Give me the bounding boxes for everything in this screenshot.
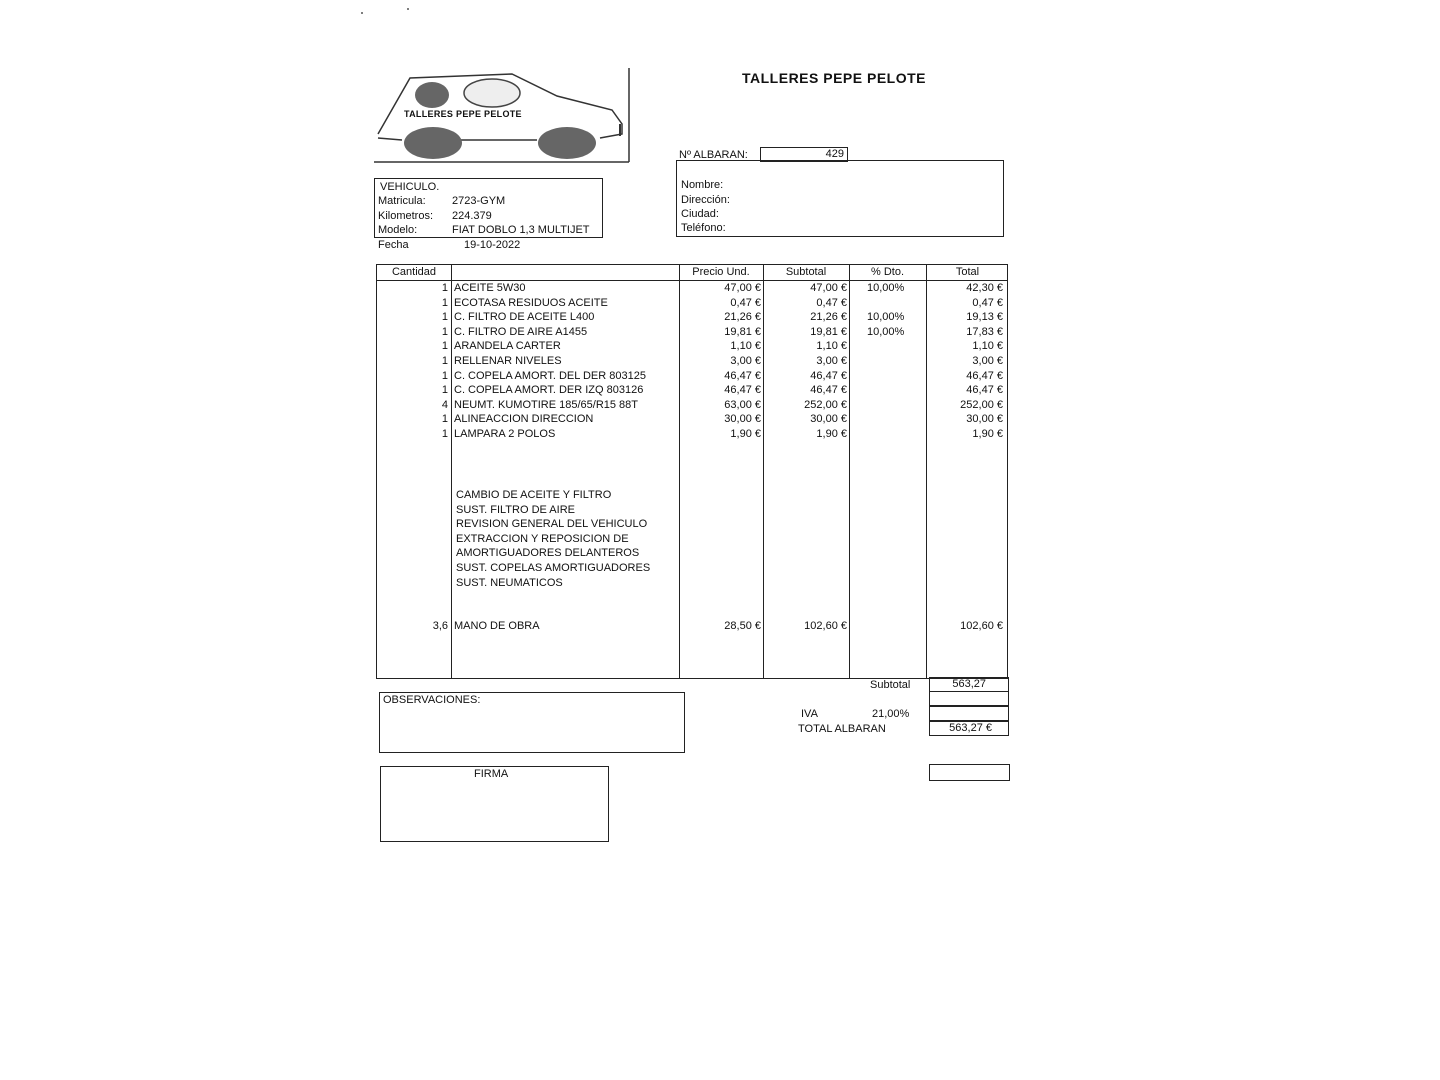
row-qty: 1 — [441, 325, 448, 338]
labor-price: 28,50 € — [724, 620, 761, 632]
vehicle-model-label: Modelo: — [378, 224, 418, 236]
row-description: C. FILTRO DE AIRE A1455 — [454, 325, 588, 338]
row-subtotal: 46,47 € — [810, 369, 847, 382]
vehicle-model: FIAT DOBLO 1,3 MULTIJET — [452, 224, 590, 236]
row-description: C. COPELA AMORT. DER IZQ 803126 — [454, 384, 644, 397]
row-price: 21,26 € — [724, 311, 761, 324]
table-header-rule — [377, 280, 1007, 281]
row-subtotal: 1,90 € — [816, 428, 847, 440]
iva-rate: 21,00% — [872, 708, 910, 720]
work-note: CAMBIO DE ACEITE Y FILTRO — [456, 489, 612, 501]
row-price: 63,00 € — [724, 398, 761, 411]
row-subtotal: 3,00 € — [816, 355, 847, 367]
row-total: 42,30 € — [966, 282, 1003, 294]
stamp-box — [929, 764, 1010, 781]
items-table — [376, 264, 1008, 679]
customer-address-label: Dirección: — [681, 194, 730, 206]
signature-box — [380, 766, 609, 842]
row-qty: 4 — [441, 398, 448, 411]
row-price: 30,00 € — [724, 413, 761, 426]
labor-subtotal: 102,60 € — [804, 620, 847, 632]
row-qty: 1 — [441, 340, 448, 353]
row-price: 47,00 € — [724, 282, 761, 294]
work-note: AMORTIGUADORES DELANTEROS — [456, 547, 640, 560]
table-row — [377, 413, 1007, 428]
vehicle-date: 19-10-2022 — [464, 239, 521, 251]
labor-total: 102,60 € — [960, 620, 1003, 632]
observations-label: OBSERVACIONES: — [383, 694, 481, 706]
table-row — [377, 311, 1007, 326]
row-price: 0,47 € — [730, 296, 761, 309]
table-row — [377, 282, 1007, 297]
row-price: 46,47 € — [724, 384, 761, 397]
empty-total-cell — [929, 691, 1009, 706]
vehicle-date-label: Fecha — [378, 239, 409, 251]
row-total: 252,00 € — [960, 398, 1003, 411]
row-total: 46,47 € — [966, 369, 1003, 382]
row-total: 1,90 € — [972, 428, 1003, 440]
customer-city-label: Ciudad: — [681, 208, 719, 220]
row-description: LAMPARA 2 POLOS — [454, 428, 556, 440]
vehicle-box — [374, 178, 603, 238]
row-subtotal: 252,00 € — [804, 398, 847, 411]
work-note: SUST. NEUMATICOS — [456, 576, 563, 589]
subtotal-box — [929, 677, 1009, 692]
row-description: ARANDELA CARTER — [454, 340, 561, 353]
vehicle-km-label: Kilometros: — [378, 210, 434, 222]
logo-text: TALLERES PEPE PELOTE — [404, 109, 522, 119]
row-description: RELLENAR NIVELES — [454, 355, 562, 367]
row-description: C. COPELA AMORT. DEL DER 803125 — [454, 369, 646, 382]
table-row — [377, 399, 1007, 414]
albaran-label: Nº ALBARAN: — [679, 149, 748, 161]
row-price: 46,47 € — [724, 369, 761, 382]
table-row — [377, 355, 1007, 370]
row-discount: 10,00% — [867, 325, 905, 338]
iva-amount-cell — [929, 706, 1009, 721]
row-description: NEUMT. KUMOTIRE 185/65/R15 88T — [454, 398, 639, 411]
row-description: ALINEACCION DIRECCION — [454, 413, 594, 426]
header-qty: Cantidad — [391, 266, 437, 278]
work-note: EXTRACCION Y REPOSICION DE — [456, 532, 629, 545]
signature-label: FIRMA — [474, 768, 509, 780]
row-total: 1,10 € — [972, 340, 1003, 353]
row-subtotal: 19,81 € — [810, 325, 847, 338]
row-qty: 1 — [441, 413, 448, 426]
row-total: 0,47 € — [972, 296, 1003, 309]
subtotal-label: Subtotal — [870, 679, 911, 691]
row-qty: 1 — [441, 355, 448, 367]
vehicle-km: 224.379 — [452, 210, 492, 222]
table-row — [377, 340, 1007, 355]
table-row — [377, 384, 1007, 399]
observations-box — [379, 692, 685, 753]
table-row — [377, 326, 1007, 341]
table-row — [377, 428, 1007, 443]
labor-qty: 3,6 — [432, 620, 448, 632]
vehicle-plate-label: Matricula: — [378, 195, 426, 207]
total-label: TOTAL ALBARAN — [798, 723, 886, 735]
total-value: 563,27 € — [949, 722, 992, 734]
header-price: Precio Und. — [692, 266, 750, 278]
row-discount: 10,00% — [867, 282, 905, 294]
row-price: 19,81 € — [724, 325, 761, 338]
row-description: ECOTASA RESIDUOS ACEITE — [454, 296, 608, 309]
row-description: ACEITE 5W30 — [454, 282, 526, 294]
row-qty: 1 — [441, 296, 448, 309]
customer-name-label: Nombre: — [681, 179, 724, 191]
labor-row — [377, 620, 1007, 635]
total-box — [929, 721, 1009, 736]
row-total: 3,00 € — [972, 355, 1003, 367]
work-note: SUST. FILTRO DE AIRE — [456, 503, 575, 516]
vehicle-title: VEHICULO. — [380, 181, 440, 193]
scan-speck — [361, 12, 363, 14]
row-price: 1,90 € — [730, 428, 761, 440]
customer-phone-label: Teléfono: — [681, 222, 726, 234]
row-subtotal: 0,47 € — [816, 296, 847, 309]
table-row — [377, 370, 1007, 385]
row-total: 19,13 € — [966, 311, 1003, 324]
row-qty: 1 — [441, 384, 448, 397]
row-total: 17,83 € — [966, 325, 1003, 338]
row-qty: 1 — [441, 282, 448, 294]
header-total: Total — [955, 266, 980, 278]
subtotal-value: 563,27 — [952, 678, 986, 690]
row-discount: 10,00% — [867, 311, 905, 324]
row-qty: 1 — [441, 369, 448, 382]
work-note: REVISION GENERAL DEL VEHICULO — [456, 518, 648, 531]
customer-box — [676, 160, 1004, 237]
work-note: SUST. COPELAS AMORTIGUADORES — [456, 562, 651, 574]
row-total: 46,47 € — [966, 384, 1003, 397]
header-discount: % Dto. — [870, 266, 904, 278]
albaran-number: 429 — [825, 148, 844, 160]
row-total: 30,00 € — [966, 413, 1003, 426]
vehicle-plate: 2723-GYM — [452, 195, 506, 207]
row-subtotal: 30,00 € — [810, 413, 847, 426]
scan-speck — [407, 8, 409, 10]
row-subtotal: 21,26 € — [810, 311, 847, 324]
row-subtotal: 47,00 € — [810, 282, 847, 294]
iva-label: IVA — [801, 708, 818, 720]
table-row — [377, 297, 1007, 312]
row-description: C. FILTRO DE ACEITE L400 — [454, 311, 595, 324]
row-subtotal: 46,47 € — [810, 384, 847, 397]
row-subtotal: 1,10 € — [816, 340, 847, 353]
row-price: 3,00 € — [730, 355, 761, 367]
row-price: 1,10 € — [730, 340, 761, 353]
row-qty: 1 — [441, 311, 448, 324]
labor-desc: MANO DE OBRA — [454, 620, 540, 632]
company-name: TALLERES PEPE PELOTE — [742, 70, 926, 86]
row-qty: 1 — [441, 428, 448, 440]
header-subtotal: Subtotal — [785, 266, 827, 278]
